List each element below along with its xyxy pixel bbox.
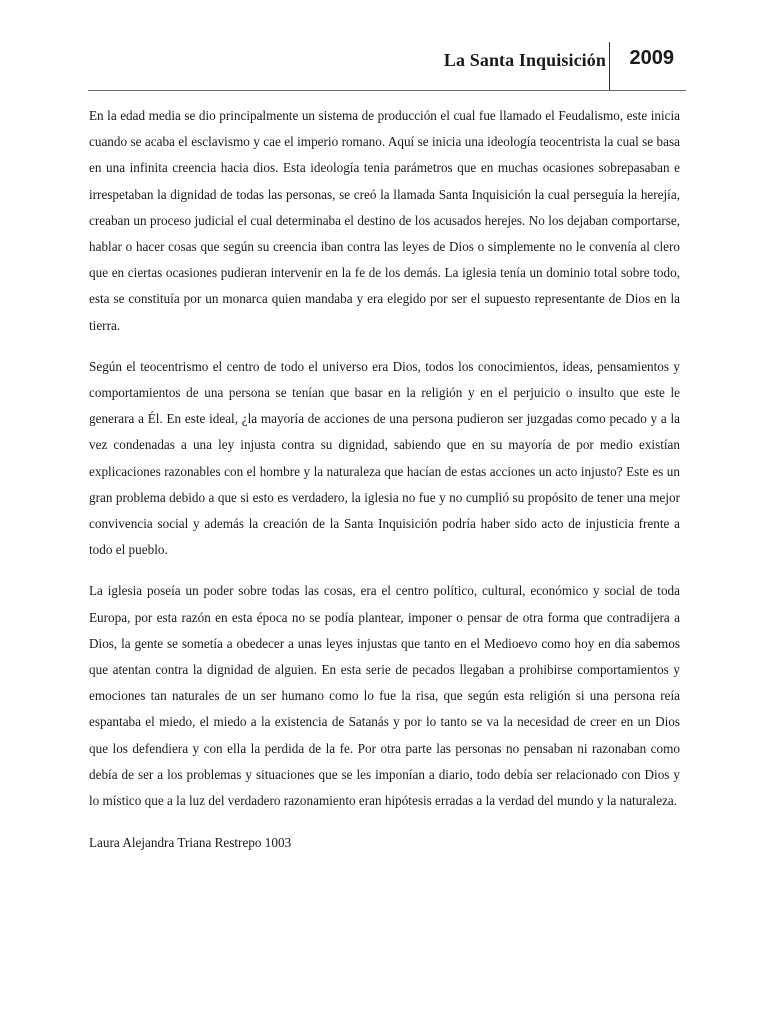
document-title: La Santa Inquisición: [443, 50, 606, 70]
author-signature: Laura Alejandra Triana Restrepo 1003: [89, 835, 292, 851]
page-header: [88, 42, 686, 91]
header-divider: [609, 42, 611, 90]
document-year: 2009: [629, 47, 674, 69]
paragraph-1: En la edad media se dio principalmente un sistema de producción el cual fue llamado el Feudalismo, este inicia cuando se acaba el esclavismo y cae el imperio romano. Aquí se inicia una ideología teocentrista la cual se basa en una infinita creencia hacia dios. Esta ideología tenia parámetros que en muchas ocasiones sobrepasaban e irrespetaban la dignidad de todas las personas, se creó la llamada Santa Inquisición la cual perseguía la herejía, creaban un proceso judicial el cual determinaba el destino de los acusados herejes. No los dejaban comportarse, hablar o hacer cosas que según su creencia iban contra las leyes de Dios o simplemente no le convenía al clero que en ciertas ocasiones pudieran intervenir en la fe de los demás. La iglesia tenía un dominio total sobre todo, esta se constituía por un monarca quien mandaba y era elegido por ser el supuesto representante de Dios en la tierra.: [89, 108, 680, 333]
paragraph-3: La iglesia poseía un poder sobre todas las cosas, era el centro político, cultural, económico y social de toda Europa, por esta razón en esta época no se podía plantear, imponer o pensar de otra forma que contradijera a Dios, la gente se sometía a obedecer a unas leyes injustas que tanto en el Medioevo como hoy en día sabemos que atentan contra la dignidad de alguien. En esta serie de pecados llegaban a prohibirse comportamientos y emociones tan naturales de un ser humano como lo fue la risa, que según esta religión si una persona reía espantaba el miedo, el miedo a la existencia de Satanás y por lo tanto se va la necesidad de creer en un Dios que los defendiera y con ella la perdida de la fe. Por otra parte las personas no pensaban ni razonaban como debía de ser a los problemas y situaciones que se les imponían a diario, todo debía ser relacionado con Dios y lo místico que a la luz del verdadero razonamiento eran hipótesis erradas a la verdad del mundo y la naturaleza.: [89, 583, 680, 809]
document-body: [89, 103, 680, 856]
paragraph-2: Según el teocentrismo el centro de todo el universo era Dios, todos los conocimientos, ideas, pensamientos y comportamientos de una persona se tenían que basar en la religión y en el perjuicio o insulto que este le generara a Él. En este ideal, ¿la mayoría de acciones de una persona pudieron ser juzgadas como pecado y a la vez condenadas a una ley injusta contra su dignidad, sabiendo que en su mayoría de por medio existían explicaciones razonables con el hombre y la naturaleza que hacían de estas acciones un acto injusto? Este es un gran problema debido a que si esto es verdadero, la iglesia no fue y no cumplió su propósito de tener una mejor convivencia social y además la creación de la Santa Inquisición podría haber sido acto de injusticia frente a todo el pueblo.: [89, 358, 680, 558]
